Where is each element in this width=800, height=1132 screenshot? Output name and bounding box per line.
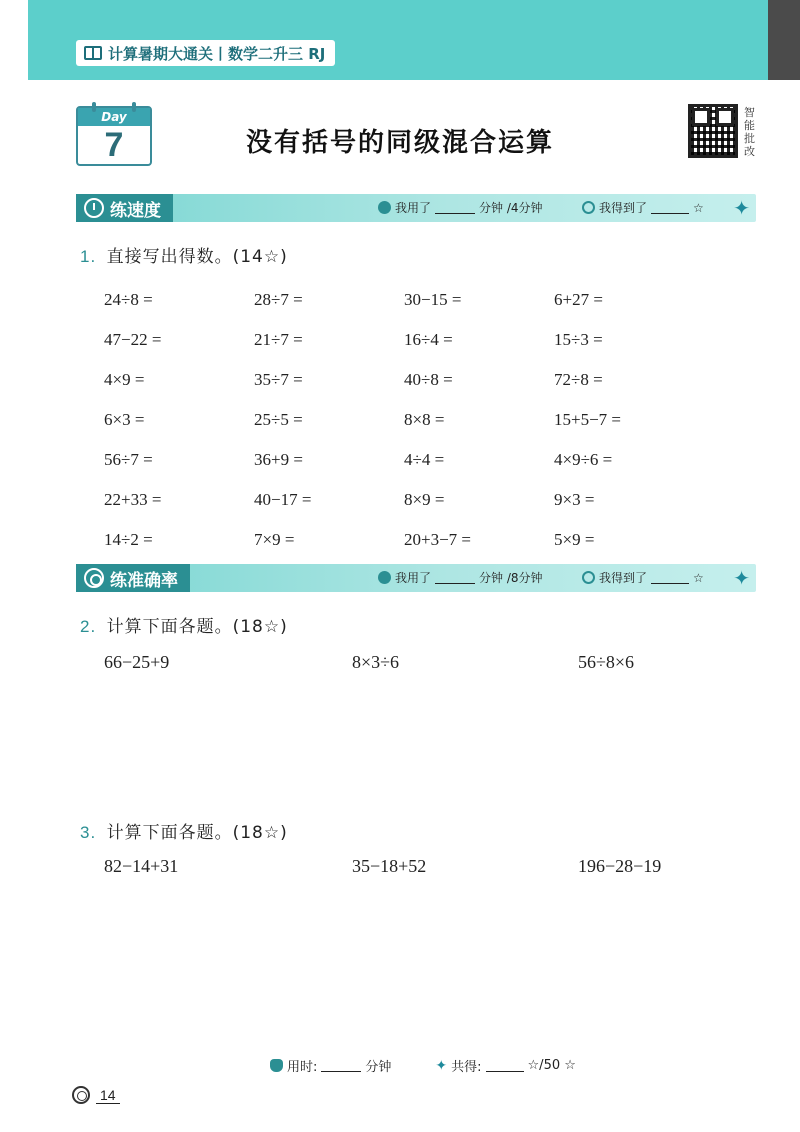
time-used xyxy=(378,199,543,216)
question-3-text: 计算下面各题。(18☆) xyxy=(106,823,288,843)
equation-item: 9×3 = xyxy=(554,490,595,509)
time-used-prefix: 我用了 xyxy=(395,571,432,585)
page-edge xyxy=(0,0,28,80)
qr-label: 智能批改 xyxy=(744,106,755,158)
section-accuracy-label xyxy=(76,564,190,592)
equation-item: 40÷8 = xyxy=(404,370,453,389)
clock-icon xyxy=(378,201,391,214)
book-header-tag xyxy=(76,40,335,66)
equation-item: 56÷7 = xyxy=(104,450,153,469)
footer-time-label: 用时: xyxy=(287,1060,318,1075)
section-accuracy-bar xyxy=(76,564,756,592)
equation-item: 25÷5 = xyxy=(254,410,303,429)
footer-total-blank[interactable] xyxy=(486,1060,524,1072)
page-number-text: 14 xyxy=(96,1087,120,1104)
equation-item: 8×9 = xyxy=(404,490,445,509)
clock-icon xyxy=(378,571,391,584)
table-row xyxy=(104,400,704,440)
equation-item: 16÷4 = xyxy=(404,330,453,349)
stopwatch-icon xyxy=(84,198,104,218)
score-got-suffix: ☆ xyxy=(693,570,704,585)
check-icon xyxy=(582,571,595,584)
footer-summary xyxy=(270,1056,576,1075)
footer-time-unit: 分钟 xyxy=(365,1060,392,1075)
equation-item: 5×9 = xyxy=(554,530,595,549)
expression-item: 56÷8×6 xyxy=(578,652,635,672)
target-icon xyxy=(84,568,104,588)
table-row xyxy=(104,520,704,560)
score-got-blank[interactable] xyxy=(651,572,689,584)
question-2-number: 2. xyxy=(80,617,97,636)
equation-item: 21÷7 = xyxy=(254,330,303,349)
score-got-blank[interactable] xyxy=(651,202,689,214)
question-3-number: 3. xyxy=(80,823,97,842)
time-used-blank[interactable] xyxy=(435,572,475,584)
equation-item: 4×9÷6 = xyxy=(554,450,613,469)
page-title: 没有括号的同级混合运算 xyxy=(245,128,554,158)
table-row xyxy=(104,440,704,480)
expression-item: 8×3÷6 xyxy=(352,652,400,672)
question-2-title xyxy=(80,612,288,637)
qr-code-icon[interactable] xyxy=(688,104,738,158)
equation-item: 72÷8 = xyxy=(554,370,603,389)
question-3-items xyxy=(104,856,800,877)
book-icon xyxy=(84,46,102,60)
equation-item: 36+9 = xyxy=(254,450,303,469)
table-row xyxy=(104,280,704,320)
sun-icon xyxy=(72,1086,90,1104)
question-1-number: 1. xyxy=(80,247,97,266)
score-got-suffix: ☆ xyxy=(693,200,704,215)
star-icon: ✦ xyxy=(733,566,750,590)
equation-item: 30−15 = xyxy=(404,290,462,309)
leaf-icon: ✦ xyxy=(435,1057,448,1074)
question-3-title xyxy=(80,818,288,843)
equation-item: 35÷7 = xyxy=(254,370,303,389)
time-used-blank[interactable] xyxy=(435,202,475,214)
equation-item: 6×3 = xyxy=(104,410,145,429)
question-1-grid xyxy=(104,280,704,560)
footer-total-unit: ☆/50 ☆ xyxy=(527,1058,576,1073)
equation-item: 6+27 = xyxy=(554,290,603,309)
day-number: 7 xyxy=(104,126,124,164)
equation-item: 7×9 = xyxy=(254,530,295,549)
question-2-text: 计算下面各题。(18☆) xyxy=(106,617,288,637)
equation-item: 20+3−7 = xyxy=(404,530,472,549)
equation-item: 4×9 = xyxy=(104,370,145,389)
page-number xyxy=(72,1086,120,1104)
header-tag-text: 计算暑期大通关丨数学二升三 RJ xyxy=(108,44,326,63)
table-row xyxy=(104,480,704,520)
expression-item: 196−28−19 xyxy=(578,856,662,876)
equation-item: 4÷4 = xyxy=(404,450,445,469)
check-icon xyxy=(582,201,595,214)
score-got-prefix: 我得到了 xyxy=(599,201,648,215)
section-speed-bar xyxy=(76,194,756,222)
day-label: Day xyxy=(78,108,150,126)
equation-item: 40−17 = xyxy=(254,490,312,509)
equation-item: 15+5−7 = xyxy=(554,410,622,429)
equation-item: 24÷8 = xyxy=(104,290,153,309)
expression-item: 66−25+9 xyxy=(104,652,170,672)
expression-item: 82−14+31 xyxy=(104,856,179,876)
score-got xyxy=(582,199,704,216)
expression-item: 35−18+52 xyxy=(352,856,427,876)
time-used-prefix: 我用了 xyxy=(395,201,432,215)
equation-item: 22+33 = xyxy=(104,490,162,509)
footer-total-label: 共得: xyxy=(451,1060,482,1075)
equation-item: 8×8 = xyxy=(404,410,445,429)
table-row xyxy=(104,360,704,400)
score-got xyxy=(582,569,704,586)
question-2-items xyxy=(104,652,800,673)
page-sheet xyxy=(28,80,770,1132)
calendar-ring-icon xyxy=(132,102,136,112)
equation-item: 15÷3 = xyxy=(554,330,603,349)
question-1-title xyxy=(80,242,288,267)
time-used xyxy=(378,569,543,586)
equation-item: 28÷7 = xyxy=(254,290,303,309)
table-row xyxy=(104,320,704,360)
star-icon: ✦ xyxy=(733,196,750,220)
section-speed-label xyxy=(76,194,173,222)
score-got-prefix: 我得到了 xyxy=(599,571,648,585)
calendar-ring-icon xyxy=(92,102,96,112)
section-speed-title: 练速度 xyxy=(110,200,161,221)
footer-time-blank[interactable] xyxy=(321,1060,361,1072)
equation-item: 47−22 = xyxy=(104,330,162,349)
binding-edge xyxy=(768,0,800,80)
time-used-suffix: 分钟 /4分钟 xyxy=(479,201,543,215)
owl-icon xyxy=(270,1059,283,1072)
time-used-suffix: 分钟 /8分钟 xyxy=(479,571,543,585)
question-1-text: 直接写出得数。(14☆) xyxy=(106,247,288,267)
section-accuracy-title: 练准确率 xyxy=(110,570,178,591)
equation-item: 14÷2 = xyxy=(104,530,153,549)
